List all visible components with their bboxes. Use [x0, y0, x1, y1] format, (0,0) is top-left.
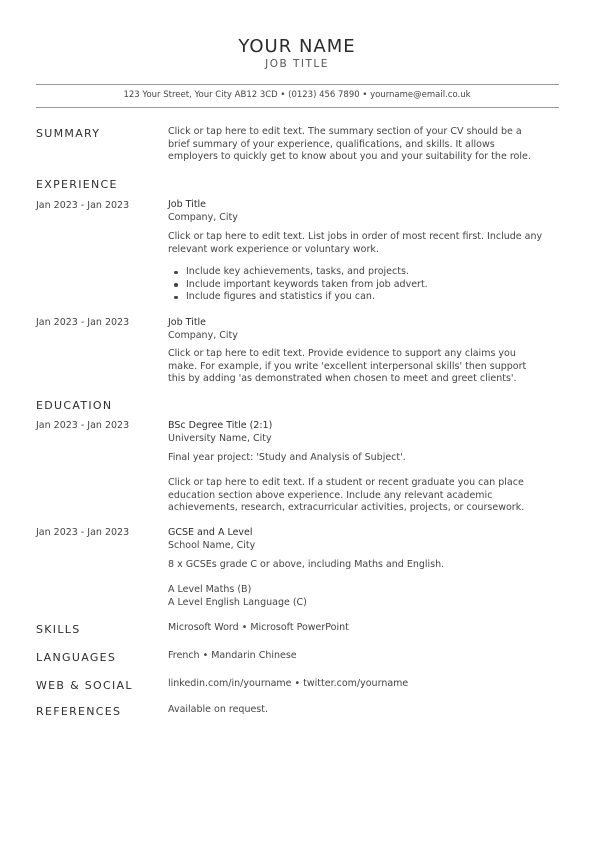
description-line: Click or tap here to edit text. List jobs in order of most recent first. Include any [168, 231, 543, 242]
languages-text[interactable]: French • Mandarin Chinese [168, 650, 297, 661]
summary-line: employers to quickly get to know about you and your suitability for the role. [168, 151, 531, 162]
references-text[interactable]: Available on request. [168, 704, 269, 715]
experience-2-description[interactable] [168, 348, 563, 386]
description-line: Click or tap here to edit text. Provide evidence to support any claims you [168, 348, 516, 359]
education-1-title[interactable]: BSc Degree Title (2:1) [168, 420, 273, 431]
a-level-line: A Level English Language (C) [168, 596, 307, 608]
candidate-job-title[interactable]: JOB TITLE [265, 58, 329, 70]
education-2-date[interactable]: Jan 2023 - Jan 2023 [36, 527, 130, 538]
education-1-project[interactable]: Final year project: 'Study and Analysis of Subject'. [168, 452, 406, 463]
experience-1-bullet[interactable]: Include figures and statistics if you can. [186, 291, 566, 304]
summary-text[interactable] [168, 126, 563, 164]
description-line: this by adding 'as demonstrated when chosen to meet and greet clients'. [168, 373, 517, 384]
header-bottom-divider [36, 107, 559, 108]
description-line: education section above experience. Include any relevant academic [168, 489, 493, 501]
web-social-heading: WEB & SOCIAL [36, 679, 133, 692]
skills-text[interactable]: Microsoft Word • Microsoft PowerPoint [168, 622, 349, 633]
description-line: relevant work experience or voluntary work. [168, 243, 379, 255]
description-line: Click or tap here to edit text. If a student or recent graduate you can place [168, 477, 524, 488]
experience-1-title[interactable]: Job Title [168, 199, 207, 210]
a-level-line: A Level Maths (B) [168, 584, 252, 595]
experience-1-bullet[interactable]: Include key achievements, tasks, and projects. [186, 266, 566, 279]
education-2-title[interactable]: GCSE and A Level [168, 527, 253, 538]
summary-heading: SUMMARY [36, 127, 101, 140]
skills-heading: SKILLS [36, 623, 81, 636]
experience-heading: EXPERIENCE [36, 178, 118, 191]
summary-line: Click or tap here to edit text. The summary section of your CV should be a [168, 126, 522, 137]
education-2-gcse[interactable]: 8 x GCSEs grade C or above, including Maths and English. [168, 559, 445, 570]
education-heading: EDUCATION [36, 399, 113, 412]
education-2-a-levels[interactable] [168, 584, 563, 609]
header-top-divider [36, 84, 559, 85]
experience-2-title[interactable]: Job Title [168, 317, 207, 328]
summary-line: brief summary of your experience, qualifications, and skills. It allows [168, 138, 495, 150]
languages-heading: LANGUAGES [36, 651, 117, 664]
candidate-name[interactable]: YOUR NAME [238, 36, 356, 57]
web-social-text[interactable]: linkedin.com/in/yourname • twitter.com/yourname [168, 678, 409, 689]
references-heading: REFERENCES [36, 705, 122, 718]
education-1-description[interactable] [168, 477, 563, 515]
experience-1-description[interactable] [168, 231, 563, 256]
description-line: achievements, research, extracurricular activities, projects, or coursework. [168, 502, 525, 513]
education-1-date[interactable]: Jan 2023 - Jan 2023 [36, 420, 130, 431]
experience-1-company[interactable]: Company, City [168, 212, 238, 223]
education-1-institution[interactable]: University Name, City [168, 433, 272, 444]
experience-2-date[interactable]: Jan 2023 - Jan 2023 [36, 317, 130, 328]
experience-1-date[interactable]: Jan 2023 - Jan 2023 [36, 200, 130, 211]
description-line: make. For example, if you write 'excellent interpersonal skills' then support [168, 360, 527, 372]
experience-2-company[interactable]: Company, City [168, 330, 238, 341]
education-2-institution[interactable]: School Name, City [168, 540, 256, 551]
contact-line[interactable]: 123 Your Street, Your City AB12 3CD • (0123) 456 7890 • yourname@email.co.uk [123, 90, 471, 100]
experience-1-bullet[interactable]: Include important keywords taken from job advert. [186, 279, 566, 292]
